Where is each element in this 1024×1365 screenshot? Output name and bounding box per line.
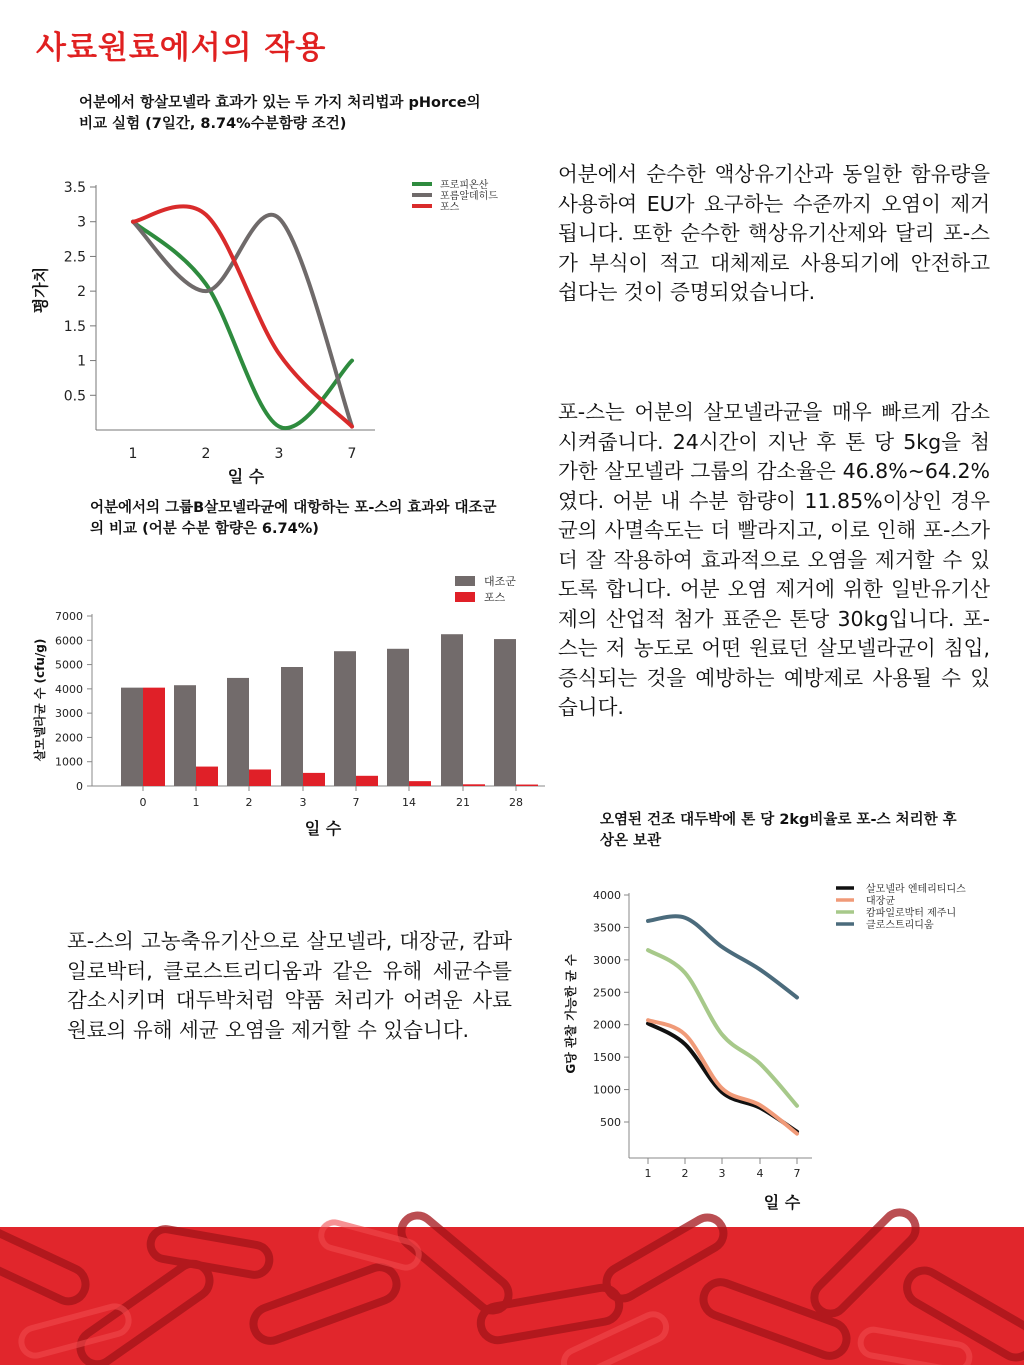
chart3-x-tick-label: 1 — [644, 1167, 652, 1180]
chart1-x-tick-label: 2 — [201, 446, 211, 462]
chart2-y-tick-label: 0 — [76, 780, 83, 793]
chart1-y-tick-label: 2 — [77, 284, 86, 301]
chart3-legend-label: 클로스트리디움 — [866, 920, 934, 931]
chart2-x-tick-label: 21 — [456, 796, 470, 809]
chart3-series-line — [648, 916, 797, 997]
chart1-legend-label: 프로피온산 — [440, 180, 489, 191]
chart3-y-axis-label: G당 관찰 가능한 균 수 — [564, 954, 578, 1074]
chart2-x-tick-label: 14 — [402, 796, 416, 809]
chart2-y-tick-label: 1000 — [55, 755, 83, 769]
chart2-x-tick-label: 28 — [509, 796, 523, 809]
chart3-legend-label: 대장균 — [866, 896, 895, 907]
chart2-x-tick-label: 1 — [192, 796, 200, 809]
chart3-x-axis-label: 일 수 — [763, 1193, 801, 1212]
chart3-y-tick-label: 1000 — [593, 1083, 621, 1097]
chart3-y-tick-label: 3500 — [593, 921, 621, 935]
page-title: 사료원료에서의 작용 — [36, 30, 327, 66]
chart2-y-axis-label: 살모넬라균 수 (cfu/g) — [33, 638, 47, 762]
chart3-y-tick-label: 1500 — [593, 1051, 621, 1065]
paragraph-3: 포-스의 고농축유기산으로 살모넬라, 대장균, 캄파일로박터, 클로스트리디움과 같은 유해 세균수를 감소시키며 대두박처럼 약품 처리가 어려운 사료원료의 유해 세균 오염을 제거할 수 있습니다. — [67, 929, 512, 1042]
chart1-title: 어분에서 항살모넬라 효과가 있는 두 가지 처리법과 pHorce의 비교 실험 (7일간, 8.74%수분함량 조건) — [79, 95, 481, 132]
chart3-x-tick-label: 3 — [718, 1167, 726, 1180]
chart1-y-tick-label: 3 — [77, 214, 86, 231]
decorative-footer-banner — [0, 1227, 1024, 1365]
chart2-x-tick-label: 2 — [245, 796, 253, 809]
chart2-y-tick-label: 6000 — [55, 634, 83, 648]
chart1-y-axis-label: 평가치 — [31, 266, 50, 314]
chart2-x-tick-label: 7 — [352, 796, 360, 809]
chart3-x-tick-label: 2 — [681, 1167, 689, 1180]
chart1-x-axis-label: 일 수 — [227, 467, 265, 486]
chart1-y-tick-label: 0.5 — [63, 388, 86, 405]
chart1-y-tick-label: 1.5 — [63, 318, 86, 335]
chart3-y-tick-label: 3000 — [593, 953, 621, 967]
chart2-x-tick-label: 3 — [299, 796, 307, 809]
chart2-title: 어분에서의 그룹B살모넬라균에 대항하는 포-스의 효과와 대조군의 비교 (어분 수분 함량은 6.74%) — [90, 500, 497, 537]
chart2-legend-label: 대조군 — [484, 575, 516, 588]
chart2-y-tick-label: 4000 — [55, 682, 83, 696]
paragraph-1: 어분에서 순수한 액상유기산과 동일한 함유량을 사용하여 EU가 요구하는 수준까지 오염이 제거 됩니다. 또한 순수한 핵상유기산제와 달리 포-스가 부식이 적고 대체제로 사용되기에 안전하고 쉽다는 것이 증명되었습니다. — [558, 162, 990, 304]
chart1-legend-label: 포스 — [440, 202, 460, 213]
chart1-x-tick-label: 1 — [128, 446, 138, 462]
chart1-x-tick-label: 7 — [347, 446, 357, 462]
chart2-x-tick-label: 0 — [139, 796, 147, 809]
chart2-x-axis-label: 일 수 — [304, 819, 342, 838]
chart3-y-tick-label: 4000 — [593, 889, 621, 902]
chart1-legend-label: 포름알데히드 — [440, 191, 498, 202]
chart1-y-tick-label: 1 — [77, 353, 86, 370]
chart3-legend-label: 캄파일로박터 제주니 — [866, 908, 957, 919]
chart1-y-tick-label: 2.5 — [63, 249, 86, 266]
chart1-x-tick-label: 3 — [274, 446, 284, 462]
chart1-y-tick-label: 3.5 — [63, 180, 86, 196]
chart2-y-tick-label: 2000 — [55, 731, 83, 745]
chart2-y-tick-label: 7000 — [55, 610, 83, 623]
chart3-legend-label: 살모넬라 엔테리티디스 — [866, 884, 966, 895]
chart3-x-tick-label: 4 — [756, 1167, 764, 1180]
chart2-legend-label: 포스 — [484, 591, 506, 604]
chart2-y-tick-label: 3000 — [55, 707, 83, 721]
chart2-y-tick-label: 5000 — [55, 658, 83, 672]
paragraph-2: 포-스는 어분의 살모넬라균을 매우 빠르게 감소시켜줍니다. 24시간이 지난 후 톤 당 5kg을 첨가한 살모넬라 그룹의 감소율은 46.8%~64.2%였다. 어분 내 수분 함량이 11.85%이상인 경우 균의 사멸속도는 더 빨라지고, 이로 인해 포-스가 더 잘 작용하여 효과적으로 오염을 제거할 수 있도록 합니다. 어분 오염 제거에 위한 일반유기산제의 산업적 첨가 표준은 톤당 30kg입니다. 포-스는 저 농도로 어떤 원료던 살모넬라균이 침입, 증식되는 것을 예방하는 예방제로 사용될 수 있습니다. — [558, 400, 990, 719]
chart3-y-tick-label: 2000 — [593, 1018, 621, 1032]
chart3-y-tick-label: 500 — [600, 1116, 621, 1129]
chart3-x-tick-label: 7 — [793, 1167, 801, 1180]
chart3-title: 오염된 건조 대두박에 톤 당 2kg비율로 포-스 처리한 후 상온 보관 — [600, 812, 957, 849]
chart3-y-tick-label: 2500 — [593, 986, 621, 1000]
